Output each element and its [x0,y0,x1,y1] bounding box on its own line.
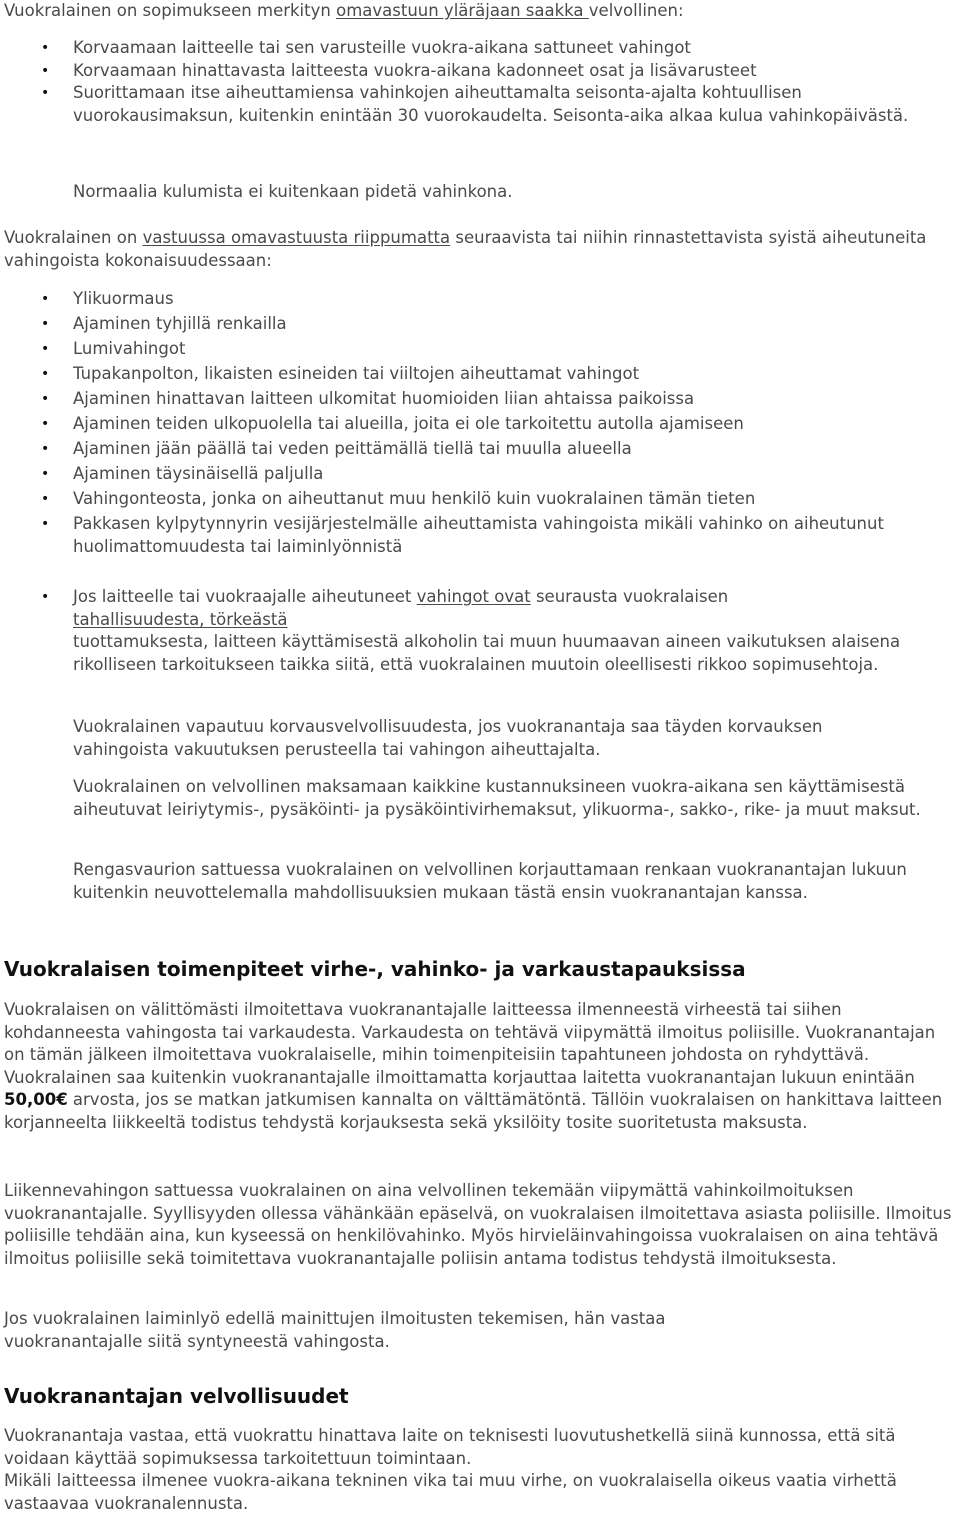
intent-list [4,586,954,676]
lessor-heading: Vuokranantajan velvollisuudet [4,1384,349,1408]
list-item: • Ylikuormaus [4,288,954,313]
list-item [4,586,954,676]
list-item-continuation [4,536,954,559]
list-item-continuation-text: huolimattomuudesta tai laiminlyönnistä [73,536,403,556]
liability-list [4,37,954,127]
full-liability-list [4,288,954,558]
lessor-paragraph-1: Vuokranantaja vastaa, että vuokrattu hinattava laite on teknisesti luovutushetkellä siinä kunnossa, että sitä voidaan käyttää sopimuksessa tarkoitettuun toimintaan. [4,1426,896,1468]
lessor-paragraph-2: Mikäli laitteessa ilmenee vuokra-aikana tekninen vika tai muu virhe, on vuokralaisella oikeus vaatia virhettä vastaavaa vuokranalennusta. [4,1471,897,1513]
neglect-paragraph: Jos vuokralainen laiminlyö edellä mainittujen ilmoitusten tekemisen, hän vastaa vuokranantajalle siitä syntyneestä vahingosta. [4,1309,666,1351]
incident-paragraph-1 [4,999,960,1134]
intent-link[interactable]: tahallisuudesta, törkeästä [73,609,288,629]
incident-text-end: arvosta, jos se matkan jatkumisen kannalta on välttämätöntä. Tällöin vuokralaisen on hankittava laitteen korjanneelta liikkeeltä todistus tehdystä korjauksesta sekä yksilöity tosite suoritetusta maksusta. [4,1090,943,1132]
liability-intro-text: Vuokralainen on sopimukseen merkityn [4,1,337,20]
list-item: • Korvaamaan hinattavasta laitteesta vuokra-aikana kadonneet osat ja lisävarusteet [4,60,954,83]
list-item: • Vahingonteosta, jonka on aiheuttanut muu henkilö kuin vuokralainen tämän tieten [4,488,954,513]
list-item: • Tupakanpolton, likaisten esineiden tai viiltojen aiheuttamat vahingot [4,363,954,388]
intent-text-mid: seurausta vuokralaisen [530,587,729,606]
tyre-paragraph: Rengasvaurion sattuessa vuokralainen on velvollinen korjauttamaan renkaan vuokranantajan lukuun kuitenkin neuvottelemalla mahdollisuuksien mukaan tästä ensin vuokranantajan kanssa. [73,860,907,902]
full-liability-intro [4,227,944,272]
max-repair-amount: 50,00€ [4,1090,68,1109]
list-item: • Ajaminen täysinäisellä paljulla [4,463,954,488]
list-item: • Korvaamaan laitteelle tai sen varusteille vuokra-aikana sattuneet vahingot [4,37,954,60]
intent-text-start: Jos laitteelle tai vuokraajalle aiheutuneet [73,587,417,606]
full-liability-intro-end: seuraavista tai niihin rinnastettavista syistä aiheutuneita vahingoista kokonaisuudessaan: [4,228,927,270]
fees-paragraph: Vuokralainen on velvollinen maksamaan kaikkine kustannuksineen vuokra-aikana sen käyttämisestä aiheutuvat leiriytymis-, pysäköinti- ja pysäköintivirhemaksut, ylikuorma-, sakko-, rike- ja muut maksut. [73,777,921,819]
liability-intro-end: velvollinen: [588,1,684,20]
intent-item [4,586,954,676]
list-item: • Ajaminen teiden ulkopuolella tai alueilla, joita ei ole tarkoitettu autolla ajamiseen [4,413,954,438]
traffic-accident-paragraph: Liikennevahingon sattuessa vuokralainen on aina velvollinen tekemään viipymättä vahinkoilmoituksen vuokranantajalle. Syyllisyyden ollessa vähänkään epäselvä, on vuokralaisen ilmoitettava asiasta poliisille. Ilmoitus poliisille tehdään aina, kun kyseessä on henkilövahinko. Myös hirvieläinvahingoissa vuokralaisen on aina tehtävä ilmoitus poliisille sekä toimitettava vuokranantajalle poliisin antama todistus tehdystä ilmoituksesta. [4,1181,952,1268]
list-item: • Lumivahingot [4,338,954,363]
liability-intro [4,0,954,23]
list-item: • Ajaminen jään päällä tai veden peittämällä tiellä tai muulla alueella [4,438,954,463]
list-item: • Pakkasen kylpytynnyrin vesijärjestelmälle aiheuttamista vahingoista mikäli vahinko on aiheutunut [4,513,954,536]
list-item: • Ajaminen tyhjillä renkailla [4,313,954,338]
list-item: • Ajaminen hinattavan laitteen ulkomitat huomioiden liian ahtaissa paikoissa [4,388,954,413]
wear-note: Normaalia kulumista ei kuitenkaan pidetä vahinkona. [73,182,513,201]
full-liability-intro-text: Vuokralainen on [4,228,143,247]
incident-text-start: Vuokralaisen on välittömästi ilmoitettava vuokranantajalle laitteessa ilmenneestä virheestä tai siihen kohdanneesta vahingosta tai varkaudesta. Varkaudesta on tehtävä viipymättä ilmoitus poliisille. Vuokranantajan on tämän jälkeen ilmoitettava vuokralaiselle, mihin toimenpiteisiin tapahtuneen johdosta on ryhdyttävä. Vuokralainen saa kuitenkin vuokranantajalle ilmoittamatta korjauttaa laitetta vuokranantajan lukuun enintään [4,1000,936,1087]
regardless-of-deductible-link[interactable]: vastuussa omavastuusta riippumatta [142,228,451,247]
deductible-link[interactable]: omavastuun yläräjaan saakka [336,1,589,20]
intent-text-end: tuottamuksesta, laitteen käyttämisestä alkoholin tai muun huumaavan aineen vaikutuksen alaisena rikolliseen tarkoitukseen taikka siitä, että vuokralainen muutoin oleellisesti rikkoo sopimusehtoja. [73,632,901,674]
incident-heading: Vuokralaisen toimenpiteet virhe-, vahinko- ja varkaustapauksissa [4,957,746,981]
damages-link[interactable]: vahingot ovat [416,587,531,606]
release-paragraph: Vuokralainen vapautuu korvausvelvollisuudesta, jos vuokranantaja saa täyden korvauksen vahingoista vakuutuksen perusteella tai vahingon aiheuttajalta. [73,717,823,759]
list-item: • Suorittamaan itse aiheuttamiensa vahinkojen aiheuttamalta seisonta-ajalta kohtuullisen vuorokausimaksun, kuitenkin enintään 30 vuorokaudelta. Seisonta-aika alkaa kulua vahinkopäivästä. [4,82,954,127]
